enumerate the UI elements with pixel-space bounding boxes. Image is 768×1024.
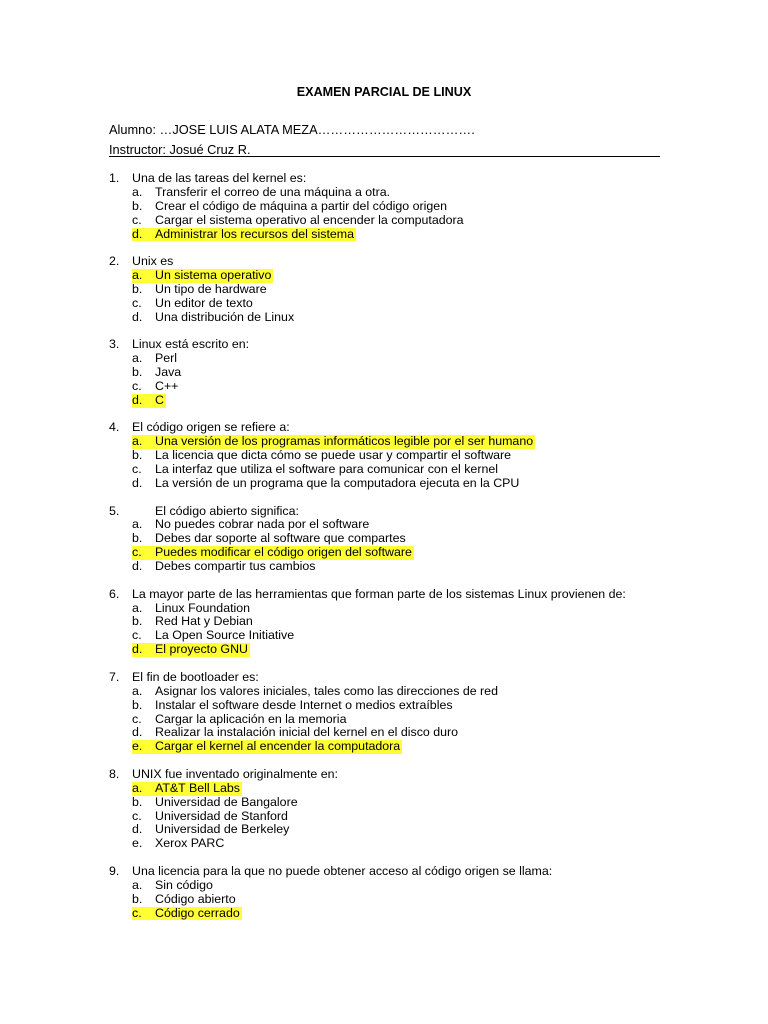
option-letter: b. xyxy=(132,794,143,809)
question-item xyxy=(109,172,709,241)
answer-option xyxy=(109,518,709,532)
option-text: Una versión de los programas informáticos legible por el ser humano xyxy=(155,434,534,449)
question-item xyxy=(109,671,709,754)
option-letter: c. xyxy=(132,212,142,227)
question-stem xyxy=(109,421,709,435)
option-text: C++ xyxy=(155,378,179,393)
answer-option xyxy=(109,463,709,477)
answer-option xyxy=(109,837,709,851)
option-letter: c. xyxy=(132,546,155,560)
answer-option-highlighted xyxy=(109,394,709,408)
question-stem xyxy=(109,505,709,519)
option-letter: c. xyxy=(132,907,155,921)
answer-option xyxy=(109,380,709,394)
question-text: La mayor parte de las herramientas que forman parte de los sistemas Linux provienen de: xyxy=(132,586,626,601)
answer-option-highlighted xyxy=(109,435,709,449)
option-letter: d. xyxy=(132,725,143,740)
answer-option-highlighted xyxy=(109,907,709,921)
option-text: El proyecto GNU xyxy=(155,642,248,657)
option-letter: b. xyxy=(132,697,143,712)
option-text: Debes dar soporte al software que compartes xyxy=(155,531,406,546)
answer-option-highlighted xyxy=(109,643,709,657)
option-text: AT&T Bell Labs xyxy=(155,780,240,795)
option-letter: c. xyxy=(132,628,142,643)
option-letter: a. xyxy=(132,517,143,532)
question-stem xyxy=(109,671,709,685)
option-text: Universidad de Berkeley xyxy=(155,822,290,837)
option-text: Código cerrado xyxy=(155,905,240,920)
question-stem xyxy=(109,255,709,269)
option-letter: d. xyxy=(132,559,143,574)
answer-option xyxy=(109,823,709,837)
question-item xyxy=(109,338,709,407)
question-number: 5. xyxy=(109,503,120,518)
question-stem xyxy=(109,768,709,782)
option-letter: b. xyxy=(132,614,143,629)
exam-title: EXAMEN PARCIAL DE LINUX xyxy=(296,85,472,99)
answer-option-highlighted xyxy=(109,228,709,242)
option-text: C xyxy=(155,392,164,407)
answer-option xyxy=(109,297,709,311)
option-text: La licencia que dicta cómo se puede usar y compartir el software xyxy=(155,448,512,463)
question-number: 7. xyxy=(109,669,120,684)
question-number: 6. xyxy=(109,586,120,601)
option-text: Transferir el correo de una máquina a otra. xyxy=(155,184,391,199)
option-text: Crear el código de máquina a partir del código origen xyxy=(155,198,448,213)
answer-option xyxy=(109,477,709,491)
question-text: El código abierto significa: xyxy=(155,503,299,518)
option-text: Universidad de Stanford xyxy=(155,808,288,823)
option-letter: b. xyxy=(132,198,143,213)
question-number: 2. xyxy=(109,254,120,269)
question-text: Linux está escrito en: xyxy=(132,337,250,352)
option-text: La versión de un programa que la computadora ejecuta en la CPU xyxy=(155,475,520,490)
question-text: Una de las tareas del kernel es: xyxy=(132,171,307,185)
answer-option xyxy=(109,810,709,824)
option-text: Código abierto xyxy=(155,891,236,906)
option-letter: d. xyxy=(132,228,155,242)
question-item xyxy=(109,421,709,490)
answer-option xyxy=(109,560,709,574)
option-text: Un tipo de hardware xyxy=(155,281,267,296)
option-text: Cargar la aplicación en la memoria xyxy=(155,711,347,726)
option-letter: a. xyxy=(132,782,155,796)
option-text: Asignar los valores iniciales, tales como las direcciones de red xyxy=(155,683,498,698)
answer-option xyxy=(109,699,709,713)
answer-option xyxy=(109,200,709,214)
option-text: Administrar los recursos del sistema xyxy=(155,226,355,241)
answer-option-highlighted xyxy=(109,546,709,560)
option-letter: a. xyxy=(132,683,143,698)
answer-option xyxy=(109,685,709,699)
question-stem xyxy=(109,588,709,602)
question-number: 8. xyxy=(109,766,120,781)
option-letter: e. xyxy=(132,740,155,754)
answer-option xyxy=(109,629,709,643)
answer-option xyxy=(109,713,709,727)
option-text: Xerox PARC xyxy=(155,836,225,851)
header-divider xyxy=(109,156,660,157)
question-text: UNIX fue inventado originalmente en: xyxy=(132,766,338,781)
option-text: La Open Source Initiative xyxy=(155,628,295,643)
option-text: La interfaz que utiliza el software para comunicar con el kernel xyxy=(155,462,498,477)
student-label: Alumno: xyxy=(109,122,160,137)
option-letter: b. xyxy=(132,891,143,906)
answer-option xyxy=(109,352,709,366)
question-item xyxy=(109,768,709,851)
answer-option xyxy=(109,726,709,740)
option-text: Sin código xyxy=(155,877,213,892)
option-text: Cargar el sistema operativo al encender la computadora xyxy=(155,212,464,227)
option-text: Red Hat y Debian xyxy=(155,614,253,629)
option-letter: c. xyxy=(132,808,142,823)
answer-option xyxy=(109,615,709,629)
option-text: Instalar el software desde Internet o medios extraíbles xyxy=(155,697,453,712)
question-item xyxy=(109,865,709,921)
student-line xyxy=(109,123,475,137)
question-item xyxy=(109,588,709,657)
question-text: Unix es xyxy=(132,254,174,269)
question-stem xyxy=(109,172,709,186)
option-letter: a. xyxy=(132,269,155,283)
option-letter: a. xyxy=(132,351,143,366)
option-letter: b. xyxy=(132,281,143,296)
instructor-line: Instructor: Josué Cruz R. xyxy=(109,142,251,157)
question-number: 1. xyxy=(109,171,120,185)
question-number: 3. xyxy=(109,337,120,352)
question-stem xyxy=(109,338,709,352)
question-text: El código origen se refiere a: xyxy=(132,420,290,435)
option-letter: a. xyxy=(132,600,143,615)
answer-option-highlighted xyxy=(109,269,709,283)
option-letter: d. xyxy=(132,475,143,490)
answer-option xyxy=(109,796,709,810)
option-text: Puedes modificar el código origen del software xyxy=(155,545,412,560)
option-text: Java xyxy=(155,365,182,380)
answer-option-highlighted xyxy=(109,782,709,796)
question-stem xyxy=(109,865,709,879)
option-text: Realizar la instalación inicial del kernel en el disco duro xyxy=(155,725,459,740)
answer-option-highlighted xyxy=(109,740,709,754)
option-text: Una distribución de Linux xyxy=(155,309,295,324)
option-text: Un editor de texto xyxy=(155,295,253,310)
question-item xyxy=(109,255,709,324)
option-letter: e. xyxy=(132,836,143,851)
option-letter: a. xyxy=(132,435,155,449)
option-letter: a. xyxy=(132,877,143,892)
option-letter: d. xyxy=(132,822,143,837)
answer-option xyxy=(109,366,709,380)
answer-option xyxy=(109,532,709,546)
option-letter: d. xyxy=(132,643,155,657)
option-text: Linux Foundation xyxy=(155,600,251,615)
option-letter: d. xyxy=(132,309,143,324)
answer-option xyxy=(109,186,709,200)
answer-option xyxy=(109,283,709,297)
question-list xyxy=(109,172,709,934)
option-letter: c. xyxy=(132,378,142,393)
option-text: Perl xyxy=(155,351,178,366)
option-letter: d. xyxy=(132,394,155,408)
option-letter: c. xyxy=(132,462,142,477)
option-text: Cargar el kernel al encender la computadora xyxy=(155,739,401,754)
question-number: 4. xyxy=(109,420,120,435)
option-letter: b. xyxy=(132,365,143,380)
answer-option xyxy=(109,893,709,907)
option-letter: a. xyxy=(132,184,143,199)
option-letter: b. xyxy=(132,448,143,463)
option-letter: c. xyxy=(132,711,142,726)
question-text: El fin de bootloader es: xyxy=(132,669,259,684)
answer-option xyxy=(109,879,709,893)
question-text: Una licencia para la que no puede obtener acceso al código origen se llama: xyxy=(132,863,553,878)
question-item xyxy=(109,505,709,574)
answer-option xyxy=(109,214,709,228)
option-text: Universidad de Bangalore xyxy=(155,794,298,809)
question-number: 9. xyxy=(109,863,120,878)
option-letter: c. xyxy=(132,295,142,310)
option-text: No puedes cobrar nada por el software xyxy=(155,517,370,532)
answer-option xyxy=(109,602,709,616)
option-letter: b. xyxy=(132,531,143,546)
option-text: Un sistema operativo xyxy=(155,268,272,283)
option-text: Debes compartir tus cambios xyxy=(155,559,316,574)
answer-option xyxy=(109,449,709,463)
answer-option xyxy=(109,311,709,325)
student-name: …JOSE LUIS ALATA MEZA………………………………. xyxy=(159,122,475,137)
